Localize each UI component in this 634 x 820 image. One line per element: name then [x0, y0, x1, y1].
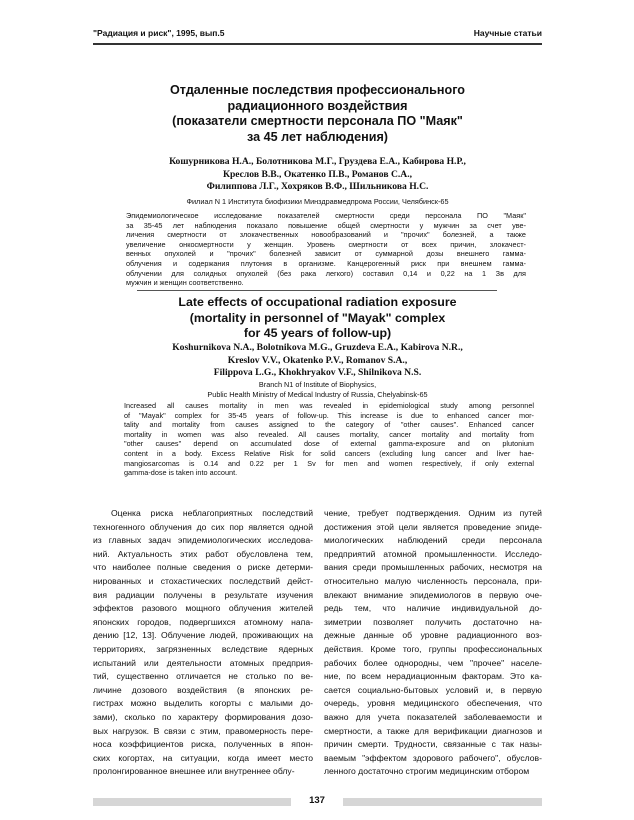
body-line: тий, существенно отличается не столько по ве-: [93, 671, 313, 682]
body-line: ских когортах, на ситуации, когда имеет место: [93, 752, 313, 763]
body-line: влекают внимание эпидемиологов в первую оче-: [324, 589, 542, 600]
body-line: что наиболее полные сведения о риске детерми-: [93, 562, 313, 573]
body-line: ленного достаточно строгим медицинским отбором: [324, 766, 530, 777]
ru-title-line: (показатели смертности персонала ПО "Маяк": [172, 114, 463, 128]
en-abstract-line: "other causes" depend on accumulated dose of external gamma-exposure and on plutonium: [124, 439, 534, 449]
ru-abstract-line: мужчин и женщин соответственно.: [126, 278, 244, 288]
body-line: миологических наблюдений среди персонала: [324, 535, 542, 546]
ru-title-line: за 45 лет наблюдения): [247, 129, 388, 144]
body-line: относительно малую численность персонала, при-: [324, 575, 542, 586]
body-line: территориях, загрязненных вследствие ядерных: [93, 643, 313, 654]
body-line: сается социально-бытовых условий и, в первую: [324, 684, 542, 695]
body-line: чение, требует подтверждения. Одним из путей: [324, 508, 542, 518]
section-divider: [137, 290, 497, 291]
body-line: дению [12, 13]. Облучение людей, проживающих на: [93, 630, 313, 641]
body-line: японских городов, подвергшихся атомному напа-: [93, 616, 313, 627]
body-line: очередь, уровня медицинского обеспечения, что: [324, 698, 542, 709]
en-abstract-line: gamma-dose is taken into account.: [124, 468, 238, 478]
en-abstract-line: of "Mayak" complex for 35-45 years of follow-up. This increase is due to enhanced cancer mor-: [124, 410, 534, 420]
body-line: важно для учета показателей заболеваемости и: [324, 711, 542, 722]
body-line: причин смерти. Трудности, связанные с так назы-: [324, 739, 542, 750]
ru-affiliation: Филиал N 1 Института биофизики Минздравмедпрома России, Челябинск-65: [186, 197, 449, 206]
body-line: зами), сколько по характеру формирования дозо-: [93, 711, 313, 722]
header-rule: [93, 43, 542, 45]
body-line: смертности, а также для верификации диагнозов и: [324, 725, 542, 736]
en-title: [93, 295, 542, 342]
ru-authors: [93, 156, 542, 194]
journal-header: "Радиация и риск", 1995, вып.5: [93, 28, 225, 38]
en-author-line: Koshurnikova N.A., Bolotnikova M.G., Gruzdeva E.A., Kabirova N.R.,: [172, 342, 463, 353]
body-line: рабочих более однородны, чем "прочее" населе-: [324, 657, 542, 668]
body-line: вых нагрузок. В связи с этим, правомерность пере-: [93, 725, 313, 736]
en-title-line: (mortality in personnel of "Mayak" complex: [189, 310, 446, 325]
body-line: вия радиации получены в результате изучения: [93, 589, 313, 600]
body-line: дежные данные об уровне радиационного воз-: [324, 630, 542, 641]
en-abstract: [124, 401, 534, 478]
section-header: Научные статьи: [473, 28, 542, 38]
en-authors: [93, 342, 542, 380]
footer-bar-right: [343, 798, 542, 806]
body-line: редь тем, что наличие индивидуальной до-: [324, 603, 542, 614]
ru-abstract-line: венных опухолей и "прочих" болезней зависит от суммарной дозы внешнего гамма-: [126, 249, 526, 259]
body-line: вания среди промышленных рабочих, несмотря на: [324, 562, 542, 573]
en-abstract-line: tality and mortality from causes assigned to the category of "other causes". Enhanced cancer: [124, 420, 534, 430]
body-line: достижения этой цели является проведение эпиде-: [324, 521, 542, 532]
body-line: ние, по всем нерадиационным факторам. Это ка-: [324, 671, 542, 682]
page-number: 137: [309, 795, 325, 806]
ru-author-line: Филиппова Л.Г., Хохряков В.Ф., Шильникова Н.С.: [206, 181, 429, 192]
ru-abstract: [126, 211, 526, 288]
body-line: нированных и стохастических последствий дейст-: [93, 575, 313, 586]
body-line: действия. Кроме того, группы профессиональных: [324, 643, 542, 654]
body-line: испытаний или деятельности атомных предприя-: [93, 657, 313, 668]
body-line: ваемым "эффектом здорового рабочего", обуслов-: [324, 752, 542, 763]
body-line: личине дозового воздействия (в японских ре-: [93, 684, 313, 695]
body-left-column: [93, 507, 313, 779]
body-right-column: [324, 507, 542, 779]
body-line: зиметрии позволяет получить достаточно на-: [324, 616, 542, 627]
ru-title-line: радиационного воздействия: [227, 98, 408, 113]
body-line: Оценка риска неблагоприятных последствий: [111, 508, 313, 518]
body-line: эффектов разового мощного облучения жителей: [93, 603, 313, 614]
ru-abstract-line: облучении для солидных опухолей (без рака легкого) составил 0,14 и 0,22 на 1 Зв для: [126, 268, 526, 278]
ru-abstract-line: Эпидемиологическое исследование показателей смертности среди персонала ПО "Маяк": [126, 211, 526, 220]
en-abstract-line: content in a body. Excess Relative Risk for solid cancers (excluding lung cancer and liver hae-: [124, 448, 534, 458]
en-abstract-line: mangiosarcomas is 0.14 and 0.22 per 1 Sv for men and women respectively, if only external: [124, 458, 534, 468]
en-author-line: Filippova L.G., Khokhryakov V.F., Shilnikova N.S.: [213, 367, 422, 378]
en-affiliation-line: Public Health Ministry of Medical Industry of Russia, Chelyabinsk-65: [207, 390, 428, 399]
body-line: предприятий атомной промышленности. Исследо-: [324, 548, 542, 559]
body-line: ний. Актуальность этих работ обусловлена тем,: [93, 548, 313, 559]
body-line: носа коэффициентов риска, полученных в япон-: [93, 739, 313, 750]
en-title-line: Late effects of occupational radiation exposure: [178, 295, 457, 309]
ru-abstract-line: облучения и содержания плутония в организме. Канцерогенный риск при внешнем гамма-: [126, 258, 526, 268]
en-author-line: Kreslov V.V., Okatenko P.V., Romanov S.A.,: [227, 354, 408, 366]
ru-title: [93, 83, 542, 145]
footer-bar-left: [93, 798, 291, 806]
en-abstract-line: Increased all causes mortality in men was revealed in epidemiological study among personnel: [124, 401, 534, 410]
ru-author-line: Креслов В.В., Окатенко П.В., Романов С.А.,: [223, 168, 412, 180]
body-line: из главных задач эпидемиологических исследова-: [93, 535, 313, 546]
ru-author-line: Кошурникова Н.А., Болотникова М.Г., Груздева Е.А., Кабирова Н.Р.,: [169, 156, 466, 167]
body-line: техногенного облучения до сих пор является одной: [93, 521, 313, 532]
body-line: гистрах можно выделить когорты с малыми до-: [93, 698, 313, 709]
ru-abstract-line: личения смертности от злокачественных новообразований и "прочих" болезней, а также: [126, 230, 526, 240]
en-title-line: for 45 years of follow-up): [243, 326, 392, 340]
body-line: пролонгированное внешнее или внутреннее облу-: [93, 766, 295, 777]
en-affiliation: [93, 380, 542, 400]
ru-abstract-line: за 35-45 лет наблюдения показало повышение общей смертности у мужчин за счет уве-: [126, 220, 526, 230]
ru-title-line: Отдаленные последствия профессионального: [170, 83, 465, 97]
en-abstract-line: mortality in women was also revealed. All causes mortality, cancer mortality and mortality from: [124, 429, 534, 439]
en-affiliation-line: Branch N1 of Institute of Biophysics,: [258, 380, 377, 389]
ru-abstract-line: увеличение онкосмертности у женщин. Уровень смертности от всех причин, злокачест-: [126, 239, 526, 249]
